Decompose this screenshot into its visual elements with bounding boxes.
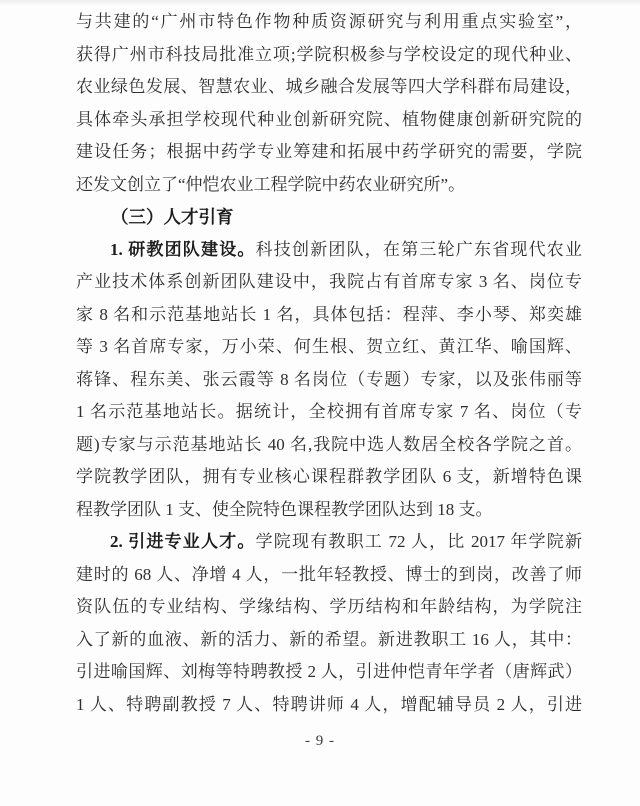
- text-segment: 农业绿色发展、智慧农业、城乡融合发展等四大学科群布局建设，: [76, 77, 582, 96]
- scan-edge-artifact: [0, 0, 640, 5]
- text-segment: 建设任务；根据中药学专业筹建和拓展中药学研究的需要，学院: [76, 142, 582, 161]
- text-segment: 学院教学团队，拥有专业核心课程群教学团队 6 支，新增特色课: [76, 467, 582, 486]
- text-segment: 具体牵头承担学校现代种业创新研究院、植物健康创新研究院的: [76, 109, 582, 129]
- text-line: [76, 591, 582, 624]
- text-line: [76, 6, 582, 39]
- text-line: [76, 39, 582, 72]
- text-line: [76, 169, 582, 202]
- text-line: [76, 429, 582, 462]
- text-line: [76, 526, 582, 559]
- text-line: [76, 689, 582, 722]
- text-segment: 还发文创立了“仲恺农业工程学院中药农业研究所”。: [76, 174, 466, 194]
- page-number: - 9 -: [305, 733, 335, 749]
- text-segment: 引进喻国辉、刘梅等特聘教授 2 人，引进仲恺青年学者（唐辉武）: [76, 662, 582, 681]
- text-line: [76, 494, 582, 527]
- text-segment: 入了新的血液、新的活力、新的希望。新进教职工 16 人，其中：: [76, 629, 582, 649]
- text-line: [76, 266, 582, 299]
- text-segment: 学院现有教职工 72 人，比 2017 年学院新: [255, 532, 582, 551]
- text-segment: 科技创新团队，在第三轮广东省现代农业: [255, 239, 582, 259]
- text-segment: 题)专家与示范基地站长 40 名,我院中选人数居全校各学院之首。: [76, 434, 582, 454]
- text-segment: 产业技术体系创新团队建设中，我院占有首席专家 3 名、岗位专: [76, 272, 582, 291]
- text-line: [76, 624, 582, 657]
- text-segment: 1 名示范基地站长。据统计，全校拥有首席专家 7 名、岗位（专: [76, 402, 582, 421]
- text-segment: 1 人、特聘副教授 7 人、特聘讲师 4 人，增配辅导员 2 人，引进: [76, 694, 582, 714]
- text-line: [76, 136, 582, 169]
- text-line: [76, 364, 582, 397]
- document-body: [76, 6, 582, 721]
- text-line: [76, 299, 582, 332]
- text-segment: 与共建的“广州市特色作物种质资源研究与利用重点实验室”，: [76, 12, 582, 31]
- text-line: [76, 656, 582, 689]
- text-line: [76, 559, 582, 592]
- bold-text-segment: 2. 引进专业人才。: [110, 532, 256, 551]
- text-segment: 等 3 名首席专家，万小荣、何生根、贺立红、黄江华、喻国辉、: [76, 337, 582, 356]
- text-line: [76, 331, 582, 364]
- text-segment: 获得广州市科技局批准立项;学院积极参与学校设定的现代种业、: [76, 44, 582, 64]
- text-segment: 建时的 68 人、净增 4 人，一批年轻教授、博士的到岗，改善了师: [76, 564, 582, 584]
- text-line: [76, 104, 582, 137]
- text-line: [76, 461, 582, 494]
- section-heading: [76, 201, 582, 234]
- text-segment: 蒋锋、程东美、张云霞等 8 名岗位（专题）专家，以及张伟丽等: [76, 369, 582, 389]
- bold-text-segment: （三）人才引育: [111, 207, 234, 227]
- text-line: [76, 396, 582, 429]
- text-segment: 家 8 名和示范基地站长 1 名，具体包括：程萍、李小琴、郑奕雄: [76, 304, 582, 324]
- text-line: [76, 71, 582, 104]
- text-segment: 程教学团队 1 支、使全院特色课程教学团队达到 18 支。: [76, 499, 493, 519]
- text-segment: 资队伍的专业结构、学缘结构、学历结构和年龄结构，为学院注: [76, 597, 582, 616]
- bold-text-segment: 1. 研教团队建设。: [110, 239, 256, 259]
- text-line: [76, 234, 582, 267]
